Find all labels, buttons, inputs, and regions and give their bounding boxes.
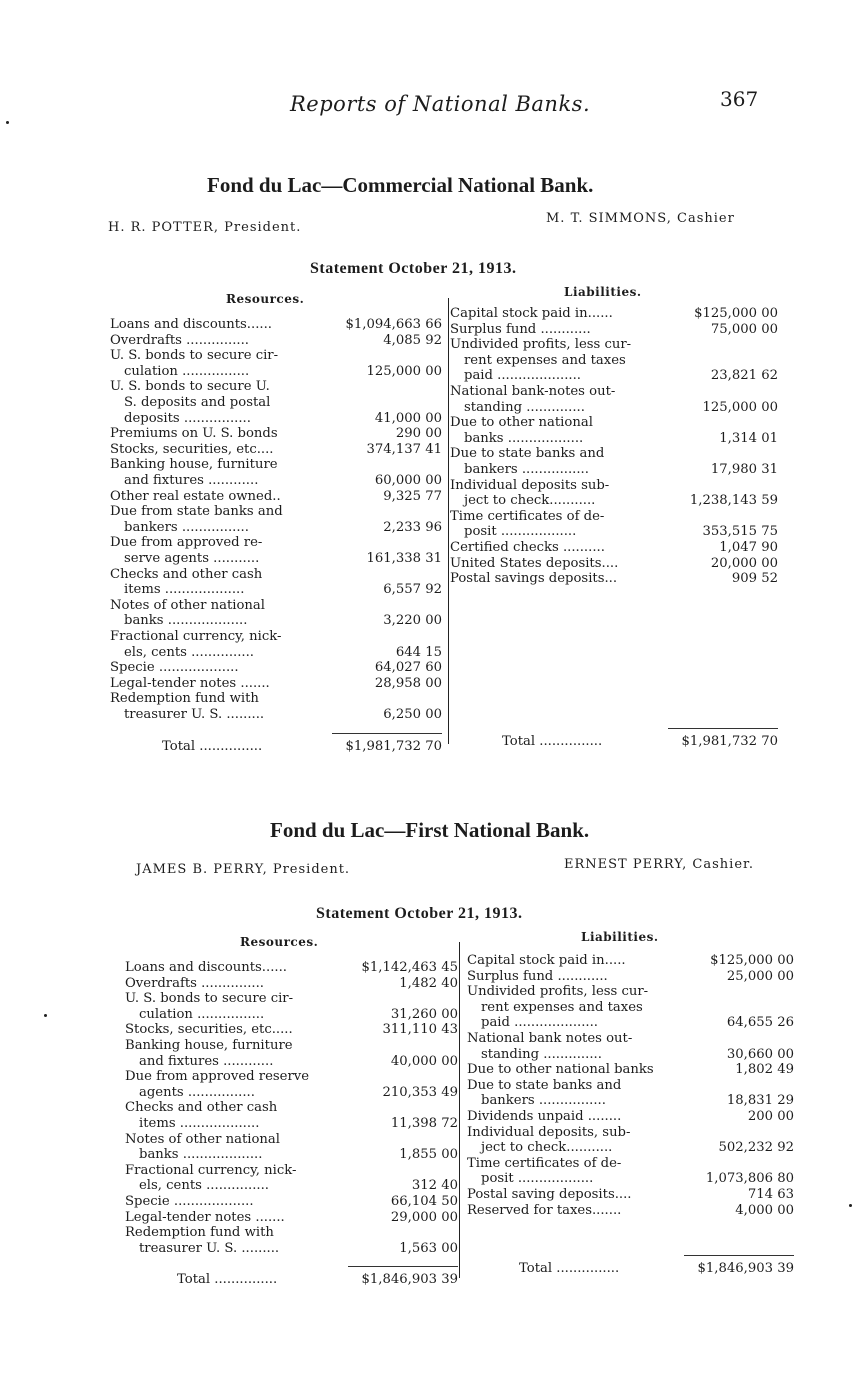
ledger-item-label: treasurer U. S. ......... (124, 706, 265, 722)
ledger-row (125, 976, 458, 992)
ledger-row (110, 504, 442, 535)
ledger-item-amount: 1,047 90 (719, 540, 778, 555)
resources-table (125, 960, 458, 1290)
ledger-item-label: Due from approved re- (110, 535, 263, 551)
ledger-item-label: banks ................... (139, 1147, 263, 1163)
ledger-item-label: Due from state banks and (110, 504, 283, 520)
ledger-item-amount: 200 00 (747, 1109, 794, 1124)
ledger-row (110, 489, 442, 505)
column-divider (448, 298, 449, 744)
ledger-item-amount: 2,233 96 (383, 519, 442, 535)
ledger-item-label: Specie ................... (125, 1194, 254, 1209)
ledger-item-label: Due to state banks and (467, 1077, 622, 1093)
ledger-item-label: items ................... (124, 582, 245, 598)
ledger-item-amount: 6,557 92 (383, 582, 442, 598)
ledger-row (110, 676, 442, 692)
ledger-row (467, 969, 794, 985)
ledger-row (467, 1203, 794, 1219)
ledger-item-amount: 64,027 60 (374, 660, 442, 676)
ledger-item-amount: 1,802 49 (735, 1062, 794, 1078)
ledger-item-amount: 41,000 00 (374, 410, 442, 426)
ledger-item-label: Banking house, furniture (125, 1038, 293, 1053)
ledger-item-label: National bank-notes out- (450, 384, 616, 399)
ledger-item-amount: 125,000 00 (366, 363, 442, 379)
ledger-item-label: Redemption fund with (125, 1225, 274, 1241)
bank-title: Fond du Lac—Commercial National Bank. (207, 173, 594, 197)
ledger-item-label: paid .................... (464, 368, 581, 384)
ledger-item-label: Postal saving deposits.... (467, 1187, 632, 1202)
ledger-item-amount: 909 52 (731, 571, 778, 587)
ledger-item-label: bankers ................ (481, 1093, 606, 1109)
ledger-item-amount: 4,000 00 (735, 1202, 794, 1218)
ledger-item-amount: 29,000 00 (390, 1209, 458, 1225)
ledger-row (450, 478, 778, 509)
ledger-row (110, 348, 442, 379)
total-amount: $1,846,903 39 (361, 1272, 458, 1288)
ledger-row (467, 1156, 794, 1187)
ledger-row (450, 415, 778, 446)
ledger-item-amount: $125,000 00 (710, 953, 794, 968)
ledger-item-amount: 125,000 00 (702, 399, 778, 415)
ledger-item-amount: 60,000 00 (374, 472, 442, 488)
ledger-item-label: Legal-tender notes ....... (110, 675, 270, 691)
ledger-row (110, 598, 442, 629)
ledger-row (125, 1210, 458, 1226)
ledger-item-amount: 25,000 00 (726, 968, 794, 984)
ledger-row (125, 1100, 458, 1131)
ledger-item-amount: 1,563 00 (399, 1240, 458, 1256)
ledger-item-label: Stocks, securities, etc..... (125, 1022, 293, 1038)
ledger-item-label: Loans and discounts...... (110, 317, 272, 332)
ledger-item-amount: 64,655 26 (726, 1015, 794, 1031)
ledger-item-amount: 1,073,806 80 (705, 1171, 794, 1187)
ledger-item-label: ject to check........... (481, 1140, 613, 1156)
ledger-item-amount: 20,000 00 (710, 555, 778, 571)
ledger-item-label: treasurer U. S. ......... (139, 1240, 280, 1256)
ledger-row (110, 317, 442, 333)
ledger-item-amount: 18,831 29 (726, 1093, 794, 1109)
ledger-item-label: Legal-tender notes ....... (125, 1209, 285, 1225)
ledger-item-label: posit .................. (481, 1171, 594, 1187)
total-row (450, 734, 778, 750)
ledger-row (125, 1132, 458, 1163)
running-head: Reports of National Banks. (290, 92, 591, 116)
bank-title: Fond du Lac—First National Bank. (270, 818, 590, 842)
ledger-row (467, 953, 794, 969)
total-rule (684, 1255, 794, 1256)
ledger-item-label: Banking house, furniture (110, 457, 278, 473)
ledger-row (467, 1125, 794, 1156)
cashier-name: ERNEST PERRY, Cashier. (564, 857, 754, 872)
ledger-item-label: banks ................... (124, 613, 248, 629)
ledger-item-label: Due to other national (450, 415, 593, 431)
ledger-item-amount: 17,980 31 (710, 461, 778, 477)
total-label: Total ............... (502, 733, 603, 749)
liabilities-table (450, 306, 778, 751)
ledger-item-label: els, cents ............... (124, 644, 254, 660)
ledger-item-label: Capital stock paid in...... (450, 306, 613, 321)
ledger-item-label: agents ................ (139, 1084, 255, 1100)
president-name: H. R. POTTER, President. (108, 220, 302, 235)
ledger-item-amount: 66,104 50 (390, 1194, 458, 1209)
print-speck (44, 1014, 47, 1017)
ledger-item-label: posit .................. (464, 524, 577, 540)
cashier-name: M. T. SIMMONS, Cashier (546, 211, 735, 226)
ledger-item-amount: 1,855 00 (399, 1147, 458, 1163)
ledger-item-label: Time certificates of de- (467, 1155, 622, 1171)
ledger-item-label: items ................... (139, 1115, 260, 1131)
ledger-item-label: Undivided profits, less cur- (467, 984, 649, 1000)
print-speck (849, 1204, 852, 1207)
ledger-item-label: standing .............. (481, 1046, 602, 1062)
ledger-row (467, 1187, 794, 1203)
ledger-item-amount: $1,142,463 45 (361, 960, 458, 975)
ledger-row (467, 984, 794, 1031)
ledger-item-label: United States deposits.... (450, 555, 619, 571)
ledger-item-amount: 374,137 41 (366, 441, 442, 457)
ledger-row (125, 991, 458, 1022)
ledger-item-label: Due to other national banks (467, 1062, 654, 1078)
ledger-item-amount: 290 00 (395, 426, 442, 442)
ledger-item-amount: 9,325 77 (383, 488, 442, 504)
total-label: Total ............... (177, 1272, 278, 1288)
ledger-item-label: Stocks, securities, etc.... (110, 441, 274, 457)
ledger-item-label: Due from approved reserve (125, 1069, 310, 1085)
ledger-row (467, 1078, 794, 1109)
total-rule (348, 1266, 458, 1267)
ledger-item-amount: 1,314 01 (719, 430, 778, 446)
ledger-item-amount: 1,482 40 (399, 975, 458, 991)
ledger-item-label: Overdrafts ............... (125, 975, 264, 991)
ledger-item-label: banks .................. (464, 430, 584, 446)
ledger-item-label: Dividends unpaid ........ (467, 1109, 622, 1124)
ledger-item-label: and fixtures ............ (139, 1053, 274, 1069)
liabilities-heading: Liabilities. (564, 285, 642, 299)
ledger-item-label: U. S. bonds to secure U. (110, 379, 270, 395)
ledger-item-label: Surplus fund ............ (450, 321, 591, 337)
ledger-item-amount: 75,000 00 (710, 321, 778, 337)
ledger-item-label: Premiums on U. S. bonds (110, 426, 278, 442)
ledger-item-amount: 23,821 62 (710, 368, 778, 384)
total-amount: $1,981,732 70 (345, 738, 442, 754)
total-rule (668, 728, 778, 729)
statement-date: Statement October 21, 1913. (310, 260, 517, 277)
ledger-item-label: rent expenses and taxes (481, 999, 643, 1015)
resources-heading: Resources. (226, 292, 305, 306)
ledger-row (450, 571, 778, 587)
ledger-row (110, 379, 442, 426)
ledger-row (450, 322, 778, 338)
total-row (125, 1272, 458, 1288)
ledger-row (450, 540, 778, 556)
ledger-item-amount: 644 15 (395, 644, 442, 660)
ledger-row (110, 333, 442, 349)
ledger-row (450, 384, 778, 415)
ledger-item-label: Surplus fund ............ (467, 968, 608, 984)
ledger-row (125, 1225, 458, 1256)
ledger-item-label: Individual deposits, sub- (467, 1124, 631, 1140)
ledger-row (110, 660, 442, 676)
ledger-row (125, 1022, 458, 1038)
ledger-item-label: ject to check........... (464, 493, 596, 509)
ledger-row (110, 629, 442, 660)
ledger-item-amount: 11,398 72 (390, 1115, 458, 1131)
total-amount: $1,981,732 70 (681, 733, 778, 749)
total-amount: $1,846,903 39 (697, 1261, 794, 1277)
ledger-item-amount: 311,110 43 (382, 1022, 458, 1038)
ledger-item-label: Reserved for taxes....... (467, 1202, 622, 1218)
ledger-item-label: Postal savings deposits... (450, 571, 618, 587)
total-rule (332, 733, 442, 734)
ledger-item-label: serve agents ........... (124, 550, 260, 566)
ledger-item-label: U. S. bonds to secure cir- (110, 348, 279, 364)
ledger-item-label: paid .................... (481, 1015, 598, 1031)
ledger-item-label: Due to state banks and (450, 446, 605, 462)
ledger-item-amount: 353,515 75 (702, 524, 778, 540)
ledger-row (110, 691, 442, 722)
ledger-item-label: bankers ................ (464, 461, 589, 477)
total-row (110, 739, 442, 755)
liabilities-heading: Liabilities. (581, 930, 659, 944)
ledger-item-label: Notes of other national (125, 1131, 280, 1147)
ledger-item-label: Time certificates of de- (450, 508, 605, 524)
ledger-row (467, 1109, 794, 1125)
resources-heading: Resources. (240, 935, 319, 949)
ledger-item-amount: 30,660 00 (726, 1046, 794, 1062)
print-speck (6, 121, 9, 124)
ledger-item-label: Loans and discounts...... (125, 960, 287, 975)
ledger-item-amount: 31,260 00 (390, 1006, 458, 1022)
ledger-item-amount: $125,000 00 (694, 306, 778, 321)
ledger-item-amount: 161,338 31 (366, 550, 442, 566)
ledger-item-label: U. S. bonds to secure cir- (125, 991, 294, 1007)
ledger-item-label: culation ................ (139, 1006, 265, 1022)
ledger-item-label: Fractional currency, nick- (110, 629, 282, 644)
total-row (467, 1261, 794, 1277)
ledger-item-label: Individual deposits sub- (450, 477, 610, 493)
ledger-row (110, 457, 442, 488)
ledger-item-label: culation ................ (124, 363, 250, 379)
ledger-item-label: S. deposits and postal (124, 394, 271, 410)
ledger-row (125, 1038, 458, 1069)
ledger-item-amount: $1,094,663 66 (345, 317, 442, 332)
ledger-item-amount: 28,958 00 (374, 675, 442, 691)
ledger-item-label: Fractional currency, nick- (125, 1162, 297, 1178)
ledger-item-label: Notes of other national (110, 597, 265, 613)
ledger-row (450, 446, 778, 477)
ledger-item-amount: 40,000 00 (390, 1053, 458, 1069)
ledger-item-label: standing .............. (464, 399, 585, 415)
ledger-item-label: Redemption fund with (110, 691, 259, 707)
resources-table (110, 317, 442, 757)
ledger-row (110, 535, 442, 566)
ledger-item-label: Certified checks .......... (450, 540, 605, 555)
ledger-item-amount: 714 63 (747, 1187, 794, 1202)
ledger-row (125, 960, 458, 976)
president-name: JAMES B. PERRY, President. (136, 862, 351, 877)
ledger-row (450, 306, 778, 322)
ledger-item-amount: 1,238,143 59 (689, 493, 778, 509)
ledger-row (125, 1069, 458, 1100)
ledger-item-amount: 4,085 92 (383, 332, 442, 348)
ledger-item-amount: 210,353 49 (382, 1084, 458, 1100)
ledger-row (467, 1062, 794, 1078)
ledger-item-label: deposits ................ (124, 410, 251, 426)
ledger-item-label: Undivided profits, less cur- (450, 337, 632, 353)
ledger-row (450, 509, 778, 540)
ledger-row (125, 1194, 458, 1210)
ledger-row (125, 1163, 458, 1194)
ledger-item-amount: 3,220 00 (383, 613, 442, 629)
total-label: Total ............... (162, 738, 263, 754)
ledger-item-label: els, cents ............... (139, 1178, 269, 1194)
ledger-item-label: National bank notes out- (467, 1031, 633, 1046)
ledger-item-amount: 312 40 (411, 1178, 458, 1194)
ledger-row (450, 556, 778, 572)
ledger-item-label: Other real estate owned.. (110, 488, 281, 504)
ledger-item-label: Overdrafts ............... (110, 332, 249, 348)
ledger-item-label: Specie ................... (110, 660, 239, 676)
statement-date: Statement October 21, 1913. (316, 905, 523, 922)
page-number: 367 (720, 87, 759, 111)
ledger-item-label: Checks and other cash (125, 1100, 278, 1116)
ledger-row (110, 426, 442, 442)
ledger-item-amount: 6,250 00 (383, 706, 442, 722)
ledger-item-label: Capital stock paid in..... (467, 953, 626, 968)
total-label: Total ............... (519, 1261, 620, 1277)
ledger-item-label: bankers ................ (124, 519, 249, 535)
ledger-item-label: Checks and other cash (110, 566, 263, 582)
liabilities-table (467, 953, 794, 1283)
ledger-item-amount: 502,232 92 (718, 1140, 794, 1156)
ledger-row (110, 442, 442, 458)
column-divider (459, 942, 460, 1278)
ledger-row (450, 337, 778, 384)
ledger-item-label: and fixtures ............ (124, 472, 259, 488)
ledger-row (110, 567, 442, 598)
ledger-item-label: rent expenses and taxes (464, 352, 626, 368)
ledger-row (467, 1031, 794, 1062)
